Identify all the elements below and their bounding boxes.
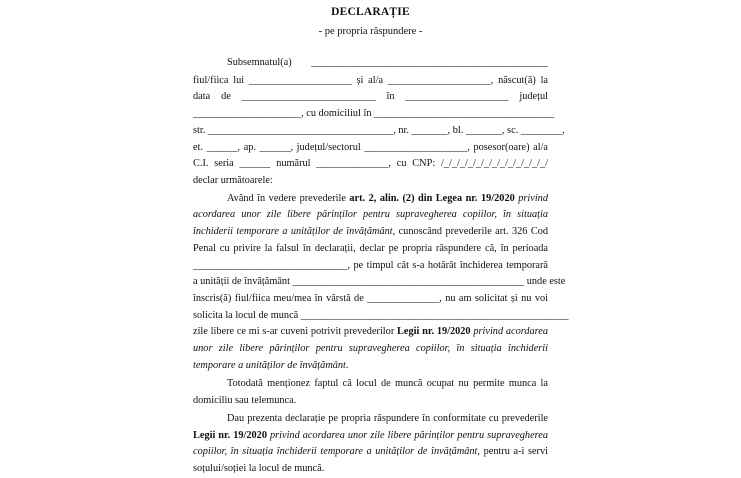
law-reference: Legii nr. 19/2020 bbox=[397, 326, 471, 338]
form-line-birth: data de __________________________ în ____________________ județul bbox=[193, 91, 548, 103]
para3-line4: soțului/soției la locul de muncă. bbox=[193, 463, 325, 474]
document-title: DECLARAȚIE bbox=[331, 6, 410, 18]
para1-text: , cunoscând prevederile art. 326 Cod bbox=[392, 226, 548, 238]
form-line-domicile: _____________________, cu domiciliul în ___________________________________ bbox=[193, 108, 555, 120]
para1-italic: unor zile libere părinților pentru supravegherea copiilor, în situația închiderii bbox=[193, 343, 548, 355]
para1-italic: acordarea unor zile libere părinților pentru supravegherea copiilor, în situația bbox=[193, 209, 548, 221]
para1-line6: a unității de învățământ _____________________________________________ unde este bbox=[193, 276, 566, 288]
para1-text: zile libere ce mi s-ar cuveni potrivit prevederilor bbox=[193, 326, 398, 338]
para1-italic: privind acordarea bbox=[470, 326, 549, 338]
para3-italic: privind acordarea unor zile libere părinților pentru supravegherea bbox=[266, 429, 548, 441]
para2-line2: domiciliu sau telemunca. bbox=[193, 395, 297, 407]
para1-line8: solicita la locul de muncă ____________________________________________________ bbox=[193, 309, 569, 321]
para1-text: Având în vedere prevederile bbox=[227, 192, 350, 204]
para1-line4: Penal cu privire la falsul în declarații, declar pe propria răspundere că, în perioada bbox=[193, 242, 548, 254]
para1-line9 bbox=[193, 325, 548, 339]
form-line-street: str. ____________________________________, nr. _______, bl. _______, sc. ________, bbox=[193, 124, 565, 136]
para1-italic: închiderii temporare a unităților de învățământ bbox=[193, 226, 393, 238]
para1-line7: înscris(ă) fiul/fiica meu/mea în vârstă de ______________, nu am solicitat și nu voi bbox=[193, 292, 548, 304]
para1-italic: temporare a unităților de învățământ bbox=[193, 359, 346, 371]
para1-line2 bbox=[193, 208, 548, 222]
form-line-floor: et. ______, ap. ______, județul/sectorul ____________________, posesor(oare) al/a bbox=[193, 141, 548, 153]
para1-line3 bbox=[193, 225, 548, 239]
document-subtitle: - pe propria răspundere - bbox=[318, 26, 423, 37]
para1-line1 bbox=[193, 192, 548, 206]
form-line-parents: fiul/fiica lui ____________________ și al/a ____________________, născut(ă) la bbox=[193, 74, 548, 86]
law-reference: Legii nr. 19/2020 bbox=[193, 429, 267, 441]
para3-italic: copiilor, în situația închiderii temporare a unităților de învățământ bbox=[193, 446, 478, 458]
law-reference: art. 2, alin. (2) din Legea nr. 19/2020 bbox=[349, 192, 515, 204]
para1-italic: privind bbox=[514, 192, 548, 204]
para1-line10 bbox=[193, 342, 548, 356]
form-line-id: C.I. seria ______ numărul ______________, cu CNP: /_/_/_/_/_/_/_/_/_/_/_/_/_/ bbox=[193, 158, 548, 170]
para3-text: , pentru a-i servi bbox=[477, 446, 548, 458]
para2-line1: Totodată menționez faptul că locul de muncă ocupat nu permite munca la bbox=[227, 378, 548, 390]
para1-text: . bbox=[345, 359, 349, 371]
para3-line2 bbox=[193, 429, 548, 443]
para3-line1: Dau prezenta declarație pe propria răspundere în conformitate cu prevederile bbox=[227, 412, 548, 424]
form-line-declare: declar următoarele: bbox=[193, 174, 273, 186]
para1-line11 bbox=[193, 359, 548, 373]
para3-line3 bbox=[193, 445, 548, 459]
form-line-name: Subsemnatul(a) ______________________________________________ bbox=[227, 57, 548, 68]
para1-line5: ______________________________, pe timpul cât s-a hotărât închiderea temporară bbox=[193, 259, 548, 271]
